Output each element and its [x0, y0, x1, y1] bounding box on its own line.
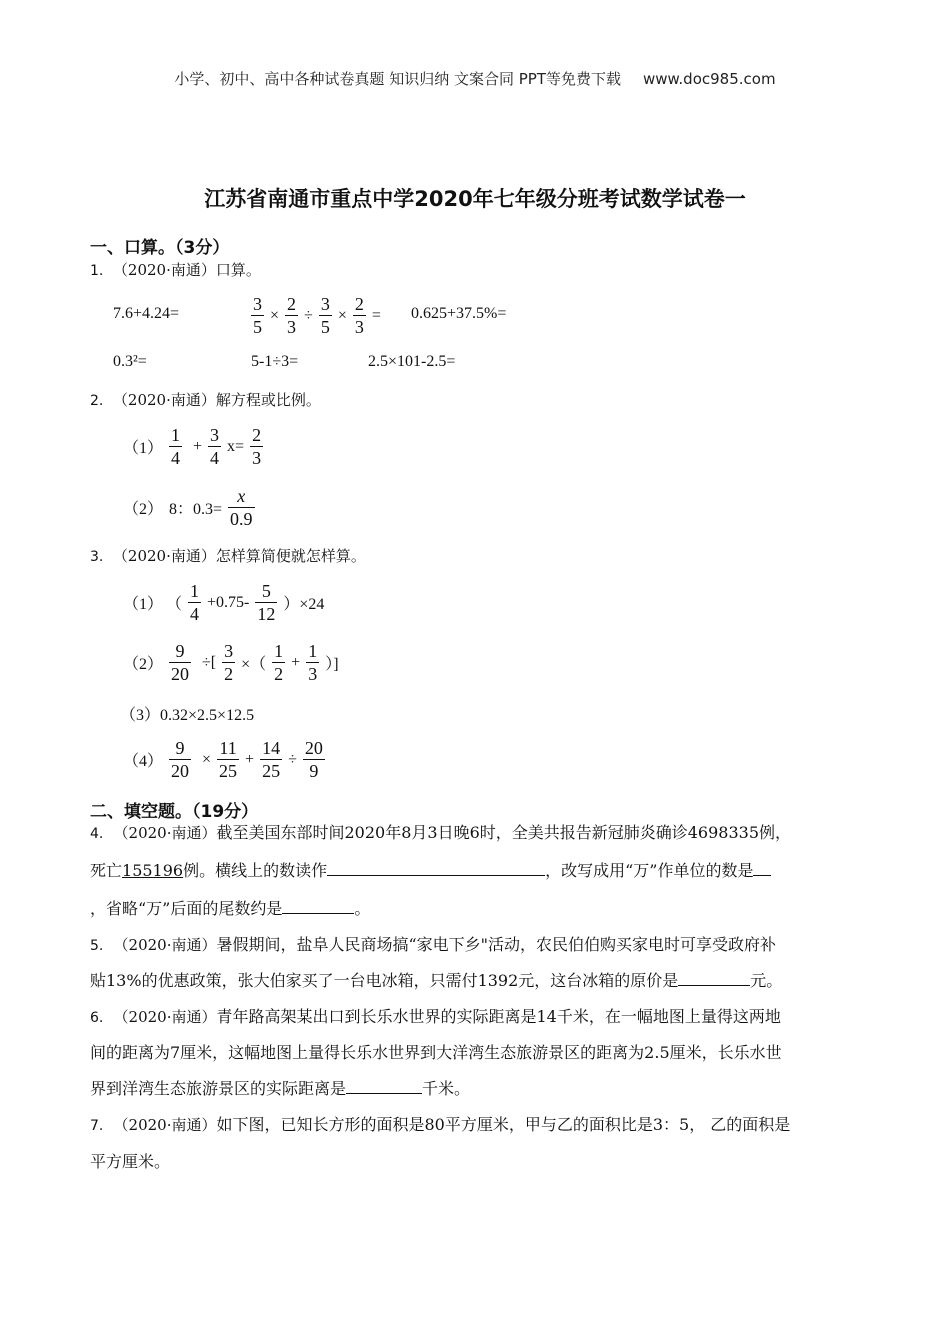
- answer-blank[interactable]: [346, 1077, 422, 1094]
- question-number: 7.: [90, 1118, 104, 1134]
- q3-part-1: （1） （ $\frac{1}{4}$ +0.75- $\frac{5}{12}$ ）×24: [123, 581, 325, 624]
- question-6-line-1: 6. （2020·南通）青年路高架某出口到长乐水世界的实际距离是14千米，在一幅地图上量得这两地: [90, 1007, 781, 1026]
- fraction: $\frac{2}{3}$: [354, 294, 364, 337]
- header-url[interactable]: www.doc985.com: [642, 70, 776, 88]
- question-4-line-1: 4. （2020·南通）截至美国东部时间2020年8月3日晚6时，全美共报告新冠肺炎确诊4698335例，: [90, 823, 792, 842]
- fraction: $\frac{3}{4}$: [210, 425, 220, 468]
- page-header: [0, 68, 950, 89]
- fraction: $\frac{3}{5}$: [253, 294, 262, 337]
- question-number: 1.: [90, 263, 104, 279]
- fraction: $\frac{5}{12}$: [257, 581, 276, 624]
- q1-expr-5: 5-1÷3=: [251, 353, 299, 370]
- question-6-line-2: 间的距离为7厘米，这幅地图上量得长乐水世界到大洋湾生态旅游景区的距离为2.5厘米，长乐水世: [90, 1043, 782, 1062]
- question-number: 2.: [90, 393, 104, 409]
- q1-expr-4: 0.3²=: [113, 353, 147, 370]
- fraction: $\frac{1}{4}$: [171, 425, 181, 468]
- fraction: $\frac{9}{20}$: [171, 738, 190, 781]
- q2-part-2: （2） 8：0.3= $\frac{x}{0.9}$: [123, 486, 253, 529]
- q3-part-2: （2） $\frac{9}{20}$ ÷[ $\frac{3}{2}$ ×（ $\frac{1}{2}$ + $\frac{1}{3}$ ）]: [123, 641, 339, 684]
- q1-expr-2: $\frac{3}{5}$ × $\frac{2}{3}$ ÷ $\frac{3}{5}$ × $\frac{2}{3}$ =: [253, 294, 381, 337]
- fraction: $\frac{20}{9}$: [304, 738, 323, 781]
- fraction: $\frac{2}{3}$: [252, 425, 262, 468]
- fraction: $\frac{2}{3}$: [287, 294, 297, 337]
- q3-part-4: （4） $\frac{9}{20}$ × $\frac{11}{25}$ + $\frac{14}{25}$ ÷ $\frac{20}{9}$: [123, 738, 323, 781]
- fraction: $\frac{14}{25}$: [262, 738, 281, 781]
- fraction: $\frac{11}{25}$: [219, 738, 238, 781]
- question-source: （2020·南通）: [113, 936, 217, 954]
- section-2-heading: 二、填空题。（19分）: [90, 802, 259, 822]
- answer-blank[interactable]: [753, 859, 771, 876]
- answer-blank[interactable]: [678, 969, 750, 986]
- question-4-line-2: 死亡155196例。横线上的数读作 ，改写成用“万”作单位的数是: [90, 852, 771, 890]
- question-source: （2020·南通）: [113, 1116, 217, 1134]
- question-text: 口算。: [215, 261, 261, 279]
- fraction: $\frac{x}{0.9}$: [230, 486, 253, 529]
- question-5-line-1: 5. （2020·南通）暑假期间，盐阜人民商场搞“家电下乡"活动，农民伯伯购买家电时可享受政府补: [90, 935, 777, 954]
- q2-part-1: （1） $\frac{1}{4}$ + $\frac{3}{4}$ x= $\frac{2}{3}$: [123, 425, 262, 468]
- underlined-number: 155196: [122, 861, 184, 880]
- fraction: $\frac{3}{2}$: [224, 641, 234, 684]
- question-3: [90, 545, 366, 566]
- fraction: $\frac{1}{4}$: [190, 581, 200, 624]
- question-number: 5.: [90, 938, 104, 954]
- question-number: 6.: [90, 1010, 104, 1026]
- q1-expr-3: 0.625+37.5%=: [411, 305, 507, 322]
- question-6-line-3: 界到洋湾生态旅游景区的实际距离是 千米。: [90, 1079, 471, 1098]
- question-source: （2020·南通）: [112, 261, 216, 279]
- question-number: 4.: [90, 826, 104, 842]
- question-4-line-3: ，省略“万”后面的尾数约是 。: [90, 899, 371, 918]
- q1-expr-1: 7.6+4.24=: [113, 305, 180, 322]
- question-source: （2020·南通）: [112, 391, 216, 409]
- answer-blank[interactable]: [327, 859, 545, 876]
- answer-blank[interactable]: [282, 897, 354, 914]
- question-number: 3.: [90, 549, 104, 565]
- question-text: 解方程或比例。: [215, 391, 321, 409]
- question-1: [90, 259, 261, 280]
- fraction: $\frac{3}{5}$: [320, 294, 330, 337]
- q3-part-3: （3）0.32×2.5×12.5: [120, 707, 255, 724]
- page-title: 江苏省南通市重点中学2020年七年级分班考试数学试卷一: [204, 187, 746, 211]
- section-1-heading: 一、口算。（3分）: [90, 238, 230, 258]
- question-7-line-2: 平方厘米。: [90, 1152, 171, 1171]
- question-source: （2020·南通）: [113, 1008, 217, 1026]
- fraction: $\frac{1}{2}$: [274, 641, 284, 684]
- fraction: $\frac{1}{3}$: [308, 641, 318, 684]
- question-2: [90, 389, 321, 410]
- q1-expr-6: 2.5×101-2.5=: [368, 353, 456, 370]
- header-text: 小学、初中、高中各种试卷真题 知识归纳 文案合同 PPT等免费下载: [174, 70, 621, 88]
- question-5-line-2: 贴13%的优惠政策，张大伯家买了一台电冰箱，只需付1392元，这台冰箱的原价是 元。: [90, 971, 783, 990]
- fraction: $\frac{9}{20}$: [171, 641, 190, 684]
- question-7-line-1: 7. （2020·南通）如下图，已知长方形的面积是80平方厘米，甲与乙的面积比是3：5， 乙的面积是: [90, 1115, 791, 1134]
- question-source: （2020·南通）: [113, 824, 217, 842]
- question-text: 怎样算简便就怎样算。: [215, 547, 366, 565]
- question-source: （2020·南通）: [112, 547, 216, 565]
